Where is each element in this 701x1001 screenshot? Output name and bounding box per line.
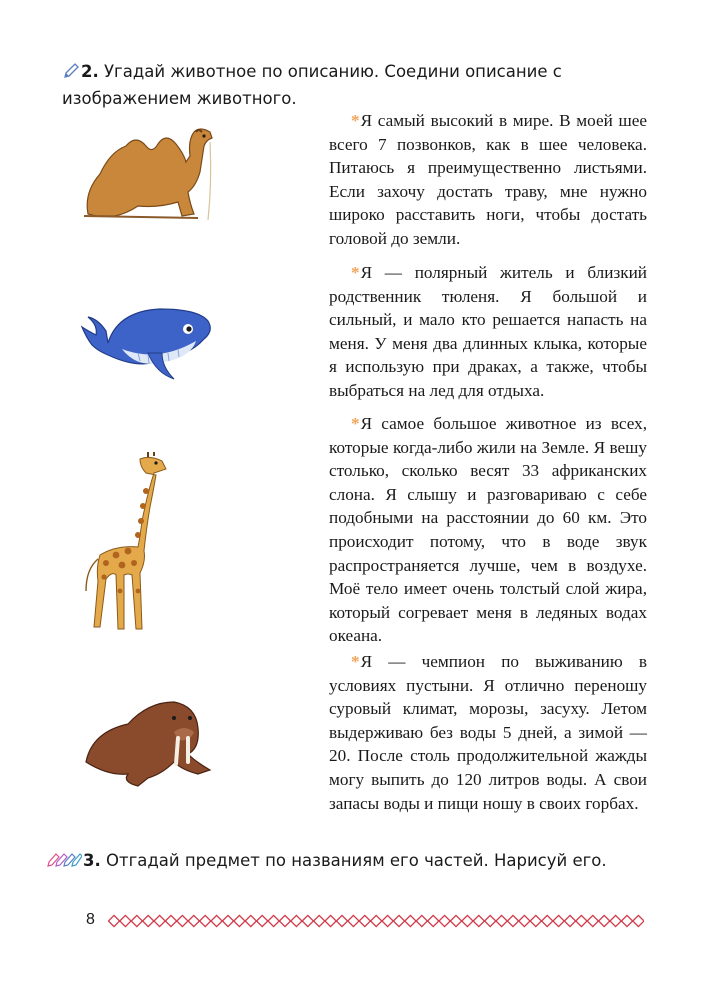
border-diamond — [314, 915, 325, 926]
border-diamond — [621, 915, 632, 926]
border-diamond — [507, 915, 518, 926]
border-diamond — [245, 915, 256, 926]
border-diamond — [120, 915, 131, 926]
border-diamond — [485, 915, 496, 926]
star-marker: * — [351, 652, 360, 671]
border-diamond — [542, 915, 553, 926]
four-pencils-icon — [46, 851, 82, 876]
border-diamond — [382, 915, 393, 926]
border-diamond — [302, 915, 313, 926]
description-4 — [329, 650, 647, 815]
description-1-text: Я самый высокий в мире. В моей шее всего 7 позвонков, как в шее человека. Питаюсь я преимущественно листьями. Если захочу достать траву, мне нужно широко расставить ноги, чтобы достать головой до земли. — [329, 111, 647, 248]
border-diamond — [200, 915, 211, 926]
border-diamond — [222, 915, 233, 926]
task-3-heading — [46, 849, 646, 876]
border-diamond — [359, 915, 370, 926]
border-diamond — [462, 915, 473, 926]
description-3 — [329, 412, 647, 648]
border-diamond — [587, 915, 598, 926]
border-diamond — [291, 915, 302, 926]
pencil-icon — [62, 62, 80, 87]
description-2-text: Я — полярный житель и близкий родственник тюленя. Я большой и сильный, и мало кто решается напасть на меня. У меня два длинных клыка, которые я использую при драках, а также, чтобы выбраться на лед для отдыха. — [329, 263, 647, 400]
camel-image — [78, 122, 216, 224]
border-diamond — [165, 915, 176, 926]
star-marker: * — [351, 414, 360, 433]
border-diamond — [599, 915, 610, 926]
border-diamond — [564, 915, 575, 926]
border-diamond — [530, 915, 541, 926]
border-diamond — [348, 915, 359, 926]
border-diamond — [279, 915, 290, 926]
border-diamond — [177, 915, 188, 926]
description-1 — [329, 109, 647, 251]
border-diamond — [519, 915, 530, 926]
border-diamond — [211, 915, 222, 926]
border-diamond — [371, 915, 382, 926]
star-marker: * — [351, 111, 360, 130]
description-4-text: Я — чемпион по выживанию в условиях пустыни. Я отлично переношу суровый климат, морозы, засуху. Летом выдерживаю без воды 5 дней, а зимой — 20. После столь продолжительной жажды могу выпить до 120 литров воды. А свои запасы воды и пищи ношу в своих горбах. — [329, 652, 647, 813]
border-diamond — [473, 915, 484, 926]
decorative-border — [108, 910, 644, 932]
border-diamond — [108, 915, 119, 926]
description-3-text: Я самое большое животное из всех, которые когда-либо жили на Земле. Я вешу столько, сколько весят 33 африканских слона. Я слышу и разговариваю с себе подобными на расстоянии до 60 км. Это происходит потому, что в воде звук распространяется лучше, чем в воздухе. Моё тело имеет очень толстый слой жира, который согревает меня в ледяных водах океана. — [329, 414, 647, 646]
border-diamond — [131, 915, 142, 926]
border-diamond — [393, 915, 404, 926]
description-2 — [329, 261, 647, 403]
border-diamond — [143, 915, 154, 926]
task-2-heading — [62, 60, 662, 111]
task-2-text: Угадай животное по описанию. Соедини описание с изображением животного. — [62, 62, 562, 108]
page-number: 8 — [86, 911, 95, 928]
border-diamond — [188, 915, 199, 926]
border-diamond — [325, 915, 336, 926]
task-3-number: 3. — [83, 851, 101, 870]
border-diamond — [553, 915, 564, 926]
border-diamond — [428, 915, 439, 926]
star-marker: * — [351, 263, 360, 282]
border-diamond — [439, 915, 450, 926]
walrus-image — [78, 692, 216, 792]
border-diamond — [450, 915, 461, 926]
border-diamond — [633, 915, 644, 926]
border-diamond — [576, 915, 587, 926]
border-diamond — [610, 915, 621, 926]
border-diamond — [268, 915, 279, 926]
task-3-text: Отгадай предмет по названиям его частей. Нарисуй его. — [100, 851, 607, 870]
border-diamond — [234, 915, 245, 926]
whale-image — [78, 297, 216, 383]
border-diamond — [336, 915, 347, 926]
border-diamond — [257, 915, 268, 926]
task-2-number: 2. — [81, 62, 99, 81]
giraffe-image — [76, 451, 176, 635]
border-diamond — [154, 915, 165, 926]
border-diamond — [416, 915, 427, 926]
border-diamond — [405, 915, 416, 926]
border-diamond — [496, 915, 507, 926]
